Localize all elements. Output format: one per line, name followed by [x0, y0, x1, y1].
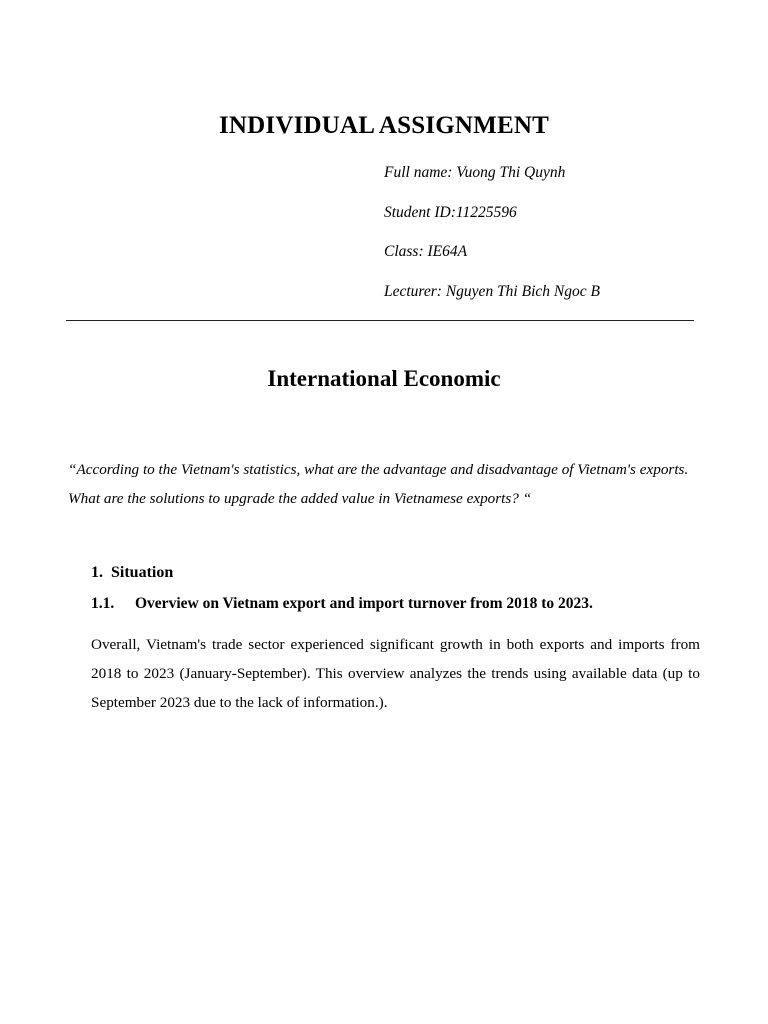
overview-paragraph: Overall, Vietnam's trade sector experienced significant growth in both exports and imports from 2018 to 2023 (January-September). This overview analyzes the trends using available data (up to September 2023 due to the lack of information.).	[91, 636, 700, 711]
student-info-block	[384, 163, 600, 321]
subsection-title: Overview on Vietnam export and import turnover from 2018 to 2023.	[135, 595, 593, 612]
document-title: INDIVIDUAL ASSIGNMENT	[219, 112, 549, 139]
student-id-line: Student ID:11225596	[384, 203, 517, 221]
section-title: Situation	[111, 564, 174, 581]
assignment-question: “According to the Vietnam's statistics, what are the advantage and disadvantage of Vietnam's exports. What are the solutions to upgrade the added value in Vietnamese exports? “	[68, 461, 689, 507]
section-number: 1.	[91, 564, 103, 581]
section-heading-1	[91, 564, 173, 582]
course-title: International Economic	[267, 366, 501, 391]
full-name-line: Full name: Vuong Thi Quynh	[384, 164, 566, 181]
lecturer-line: Lecturer: Nguyen Thi Bich Ngoc B	[384, 282, 600, 300]
class-line: Class: IE64A	[384, 243, 468, 260]
subsection-number: 1.1.	[91, 595, 115, 612]
subsection-heading-1-1	[91, 595, 593, 613]
horizontal-divider	[66, 320, 694, 321]
